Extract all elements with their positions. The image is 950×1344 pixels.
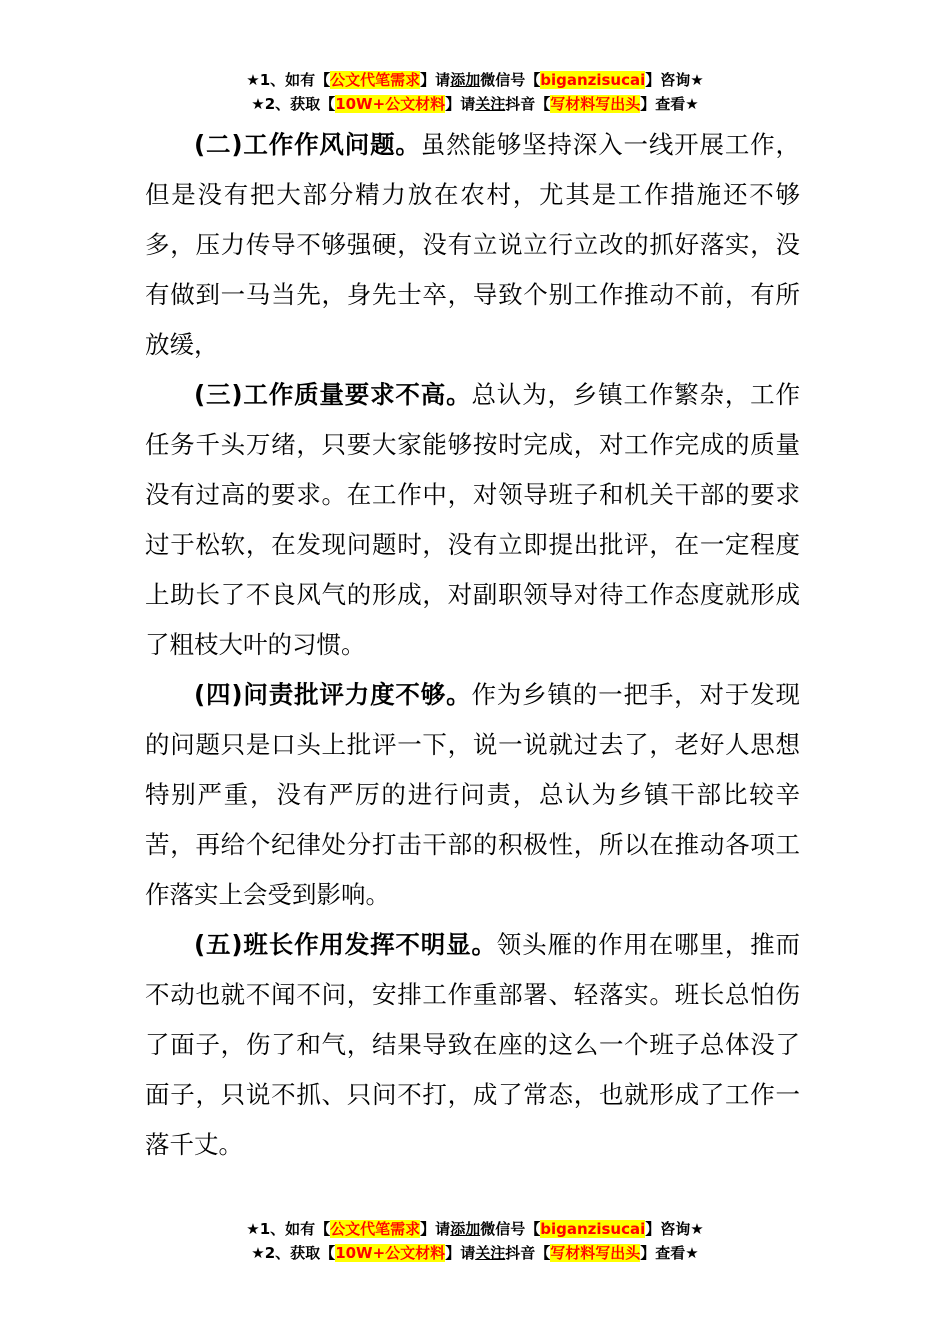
banner-text: 】查看★ [640,1244,699,1262]
banner-text: 】请 [420,1220,451,1238]
paragraph-heading: (四)问责批评力度不够。 [194,680,472,709]
banner-highlight: biganzisucai [540,71,646,89]
paragraph-text: 作为乡镇的一把手，对于发现的问题只是口头上批评一下，说一说就过去了，老好人思想特别严重，没有严厉的进行问责，总认为乡镇干部比较辛苦，再给个纪律处分打击干部的积极性，所以在推动各项工作落实上会受到影响。 [145,680,800,909]
banner-line-1 [0,68,950,92]
banner-underlined-text: 添加 [450,1220,481,1238]
banner-highlight: 写材料写出头 [550,1244,641,1262]
banner-text: 】请 [445,95,476,113]
banner-underlined-text: 关注 [475,1244,506,1262]
banner-text: 】查看★ [640,95,699,113]
banner-highlight: 10W+公文材料 [335,1244,446,1262]
banner-text: 抖音【 [505,95,551,113]
banner-highlight: 写材料写出头 [550,95,641,113]
banner-line-1 [0,1217,950,1241]
banner-text: 微信号【 [480,71,541,89]
banner-text: ★1、如有【 [246,71,331,89]
banner-text: 】请 [445,1244,476,1262]
banner-highlight: biganzisucai [540,1220,646,1238]
paragraph-heading: (二)工作作风问题。 [194,130,421,159]
bottom-banner [0,1217,950,1265]
paragraph-text: 虽然能够坚持深入一线开展工作，但是没有把大部分精力放在农村，尤其是工作措施还不够多，压力传导不够强硬，没有立说立行立改的抓好落实，没有做到一马当先，身先士卒，导致个别工作推动不前，有所放缓， [145,130,801,359]
banner-line-2 [0,1241,950,1265]
paragraph-heading: (三)工作质量要求不高。 [194,380,472,409]
banner-underlined-text: 关注 [475,95,506,113]
banner-text: 】咨询★ [645,71,704,89]
banner-text: 】咨询★ [645,1220,704,1238]
paragraph-text: 领头雁的作用在哪里，推而不动也就不闻不问，安排工作重部署、轻落实。班长总怕伤了面子，伤了和气，结果导致在座的这么一个班子总体没了面子，只说不抓、只问不打，成了常态，也就形成了工作一落千丈。 [145,930,800,1159]
banner-text: ★2、获取【 [251,1244,336,1262]
paragraph [145,920,800,1170]
paragraph-text: 总认为，乡镇工作繁杂，工作任务千头万绪，只要大家能够按时完成，对工作完成的质量没有过高的要求。在工作中，对领导班子和机关干部的要求过于松软，在发现问题时，没有立即提出批评，在一定程度上助长了不良风气的形成，对副职领导对待工作态度就形成了粗枝大叶的习惯。 [145,380,800,659]
banner-underlined-text: 添加 [450,71,481,89]
paragraph [145,120,800,370]
banner-text: 微信号【 [480,1220,541,1238]
paragraph [145,670,800,920]
banner-highlight: 10W+公文材料 [335,95,446,113]
top-banner [0,68,950,116]
document-body [145,120,800,1170]
paragraph [145,370,800,670]
paragraph-heading: (五)班长作用发挥不明显。 [194,930,497,959]
banner-text: 抖音【 [505,1244,551,1262]
banner-highlight: 公文代笔需求 [330,71,421,89]
banner-highlight: 公文代笔需求 [330,1220,421,1238]
banner-text: ★2、获取【 [251,95,336,113]
banner-text: ★1、如有【 [246,1220,331,1238]
banner-line-2 [0,92,950,116]
banner-text: 】请 [420,71,451,89]
